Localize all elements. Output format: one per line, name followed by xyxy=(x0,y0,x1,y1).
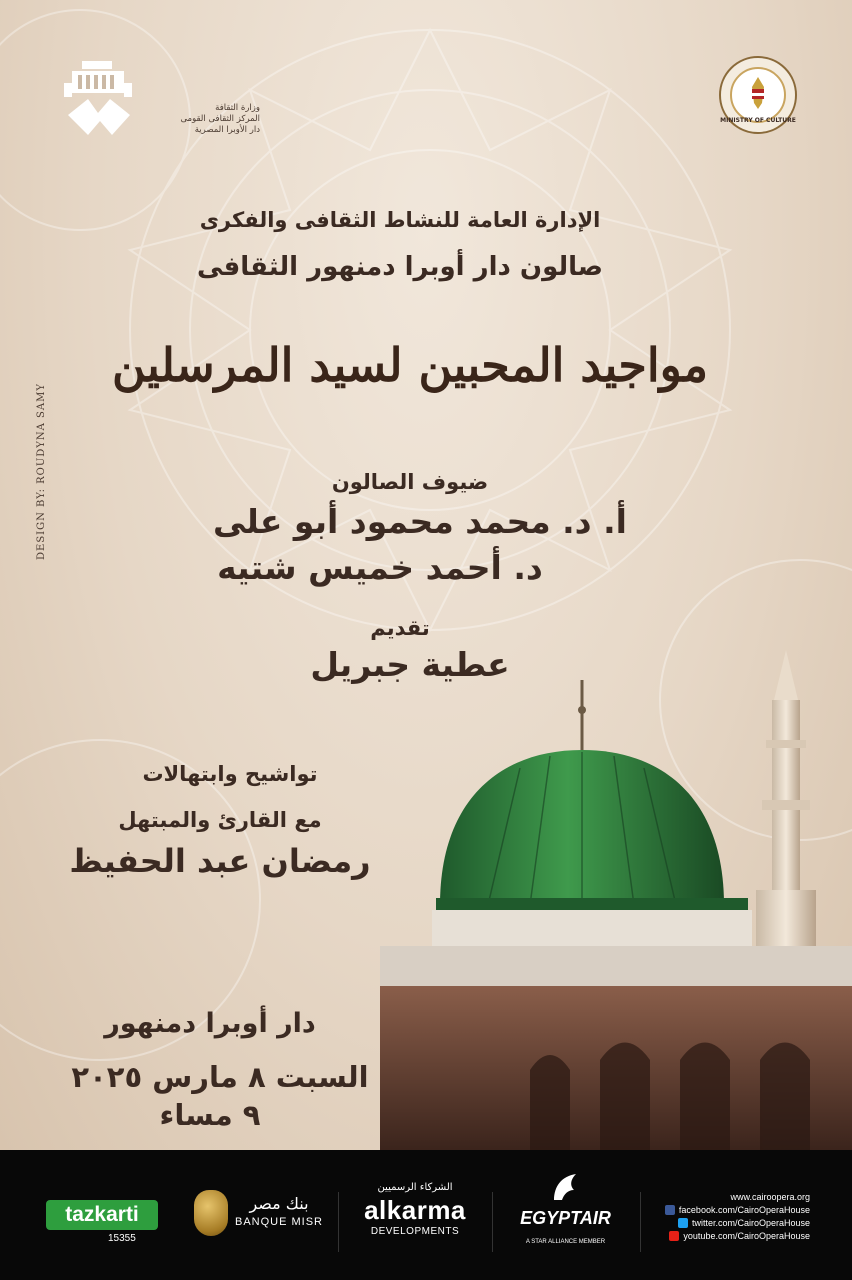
tazkarti-name: tazkarti xyxy=(46,1200,158,1230)
banque-misr-emblem-icon xyxy=(194,1190,228,1236)
guest-2: د. أحمد خميس شتيه xyxy=(217,548,543,587)
alkarma-name: alkarma xyxy=(364,1195,466,1225)
reciter-name: رمضان عبد الحفيظ xyxy=(69,842,371,880)
opera-house-logo xyxy=(58,55,260,145)
egyptair-name: EGYPTAIR xyxy=(520,1208,611,1228)
alkarma-sub: DEVELOPMENTS xyxy=(370,1226,460,1237)
website-link[interactable]: www.cairoopera.org xyxy=(730,1191,810,1202)
twitter-icon xyxy=(678,1218,688,1228)
social-links xyxy=(660,1190,810,1242)
org-line-1: وزارة الثقافة xyxy=(215,103,260,113)
tazkarti-phone: 15355 xyxy=(108,1233,136,1244)
salon-name: صالون دار أوبرا دمنهور الثقافى xyxy=(196,252,604,282)
banque-misr-logo[interactable] xyxy=(194,1188,334,1248)
alkarma-logo[interactable] xyxy=(340,1182,490,1237)
tawashih-label: تواشيح وابتهالات xyxy=(142,762,318,786)
event-title: مواجيد المحبين لسيد المرسلين xyxy=(111,338,709,392)
facebook-link[interactable]: facebook.com/CairoOperaHouse xyxy=(660,1203,810,1216)
egyptair-logo[interactable] xyxy=(508,1172,623,1245)
horus-icon xyxy=(546,1172,586,1202)
opera-building-icon xyxy=(58,55,140,137)
tazkarti-logo[interactable] xyxy=(46,1200,158,1244)
footer-divider xyxy=(492,1192,493,1252)
guests-label: ضيوف الصالون xyxy=(331,470,489,494)
event-date: السبت ٨ مارس ٢٠٢٥ xyxy=(71,1060,369,1094)
youtube-link[interactable]: youtube.com/CairoOperaHouse xyxy=(660,1229,810,1242)
department-name: الإدارة العامة للنشاط الثقافى والفكرى xyxy=(199,208,601,232)
ministry-of-culture-logo xyxy=(718,55,798,135)
org-line-2: المركز الثقافى القومى xyxy=(180,114,260,124)
reciter-label: مع القارئ والمبتهل xyxy=(118,808,322,832)
youtube-icon xyxy=(669,1231,679,1241)
ministry-name-en: MINISTRY OF CULTURE xyxy=(720,117,796,124)
venue: دار أوبرا دمنهور xyxy=(104,1008,316,1039)
footer-divider xyxy=(640,1192,641,1252)
guest-1: أ. د. محمد محمود أبو على xyxy=(213,502,627,541)
presenter-label: تقديم xyxy=(370,616,430,640)
banque-misr-ar: بنك مصر xyxy=(249,1194,309,1213)
org-line-3: دار الأوبرا المصرية xyxy=(194,125,260,135)
presenter-name: عطية جبريل xyxy=(310,645,510,684)
green-dome-mosque-illustration xyxy=(380,640,852,1150)
egyptair-sub: A STAR ALLIANCE MEMBER xyxy=(525,1239,606,1245)
banque-misr-en: BANQUE MISR xyxy=(234,1216,323,1228)
official-partners-label: الشركاء الرسميين xyxy=(377,1182,453,1193)
sponsors-footer xyxy=(0,1150,852,1280)
facebook-icon xyxy=(665,1205,675,1215)
footer-divider xyxy=(338,1192,339,1252)
twitter-link[interactable]: twitter.com/CairoOperaHouse xyxy=(660,1216,810,1229)
event-time: ٩ مساء xyxy=(159,1098,261,1132)
designer-credit: DESIGN BY: ROUDYNA SAMY xyxy=(36,383,47,560)
